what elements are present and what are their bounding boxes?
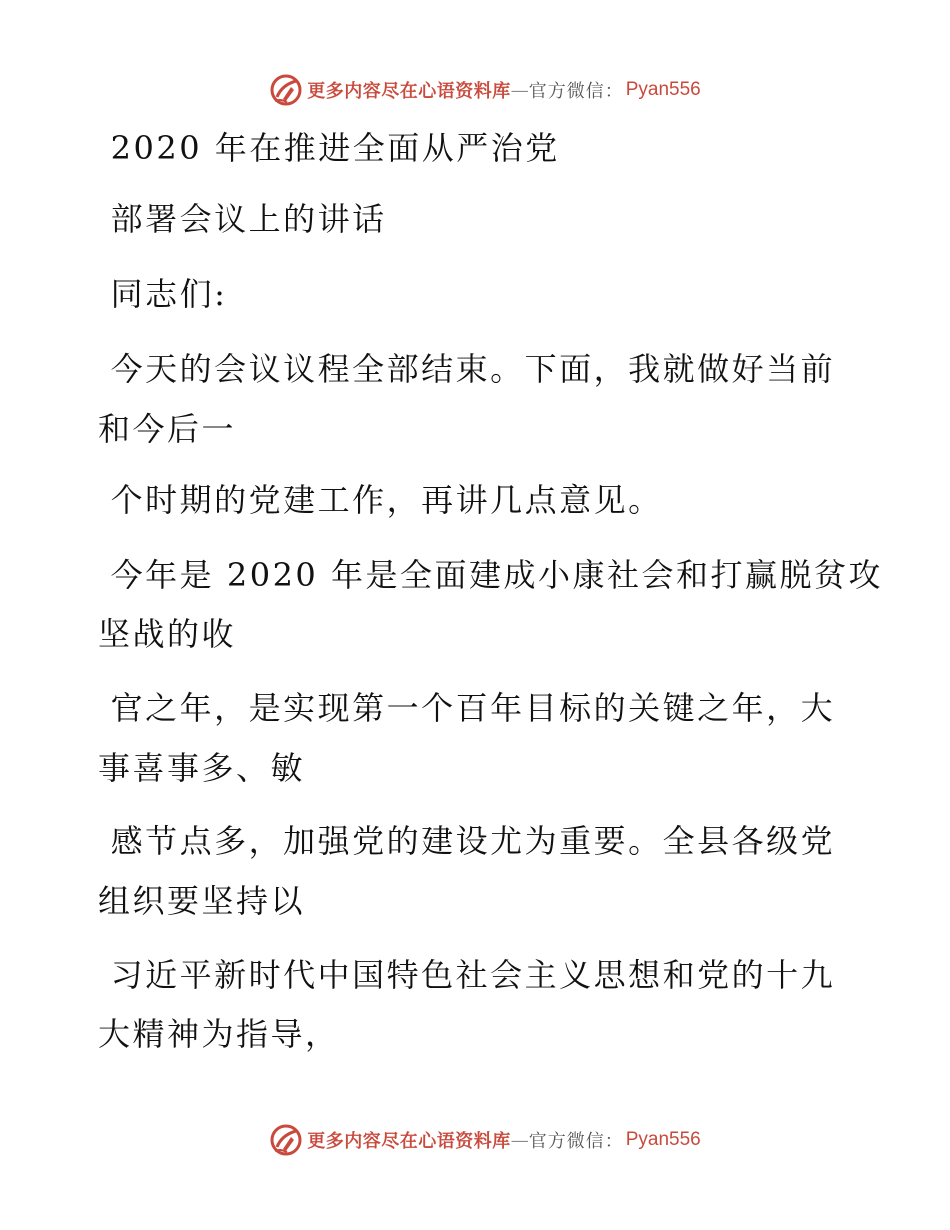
body-line: 大精神为指导，	[98, 1015, 340, 1053]
pen-swirl-logo-icon	[269, 1123, 303, 1157]
body-line: 感节点多，加强党的建设尤为重要。全县各级党	[98, 822, 836, 860]
watermark-separator: —	[510, 1129, 529, 1151]
pen-swirl-logo-icon	[269, 73, 303, 107]
watermark-content	[269, 73, 701, 107]
body-line: 个时期的党建工作，再讲几点意见。	[98, 481, 663, 519]
watermark-separator: —	[510, 79, 529, 101]
body-line: 坚战的收	[98, 615, 237, 653]
header-watermark	[0, 70, 950, 110]
watermark-brand: 更多内容尽在心语资料库	[307, 81, 511, 102]
watermark-contact-label: 官方微信：	[528, 81, 624, 102]
title-line-2: 部署会议上的讲话	[98, 200, 387, 238]
footer-watermark	[0, 1120, 950, 1160]
watermark-contact-id: Pyan556	[625, 1129, 701, 1150]
body-line: 今年是 2020 年是全面建成小康社会和打赢脱贫攻	[98, 556, 883, 594]
watermark-content	[269, 1123, 701, 1157]
watermark-contact-id: Pyan556	[625, 79, 701, 100]
body-line: 组织要坚持以	[98, 882, 306, 920]
watermark-brand: 更多内容尽在心语资料库	[307, 1131, 511, 1152]
salutation-line: 同志们:	[98, 275, 228, 313]
body-line: 和今后一	[98, 410, 237, 448]
watermark-contact-label: 官方微信：	[528, 1131, 624, 1152]
title-line-1: 2020 年在推进全面从严治党	[98, 129, 560, 167]
body-line: 事喜事多、敏	[98, 749, 306, 787]
body-line: 官之年，是实现第一个百年目标的关键之年，大	[98, 689, 836, 727]
body-line: 今天的会议议程全部结束。下面，我就做好当前	[98, 350, 836, 388]
body-line: 习近平新时代中国特色社会主义思想和党的十九	[98, 956, 836, 994]
